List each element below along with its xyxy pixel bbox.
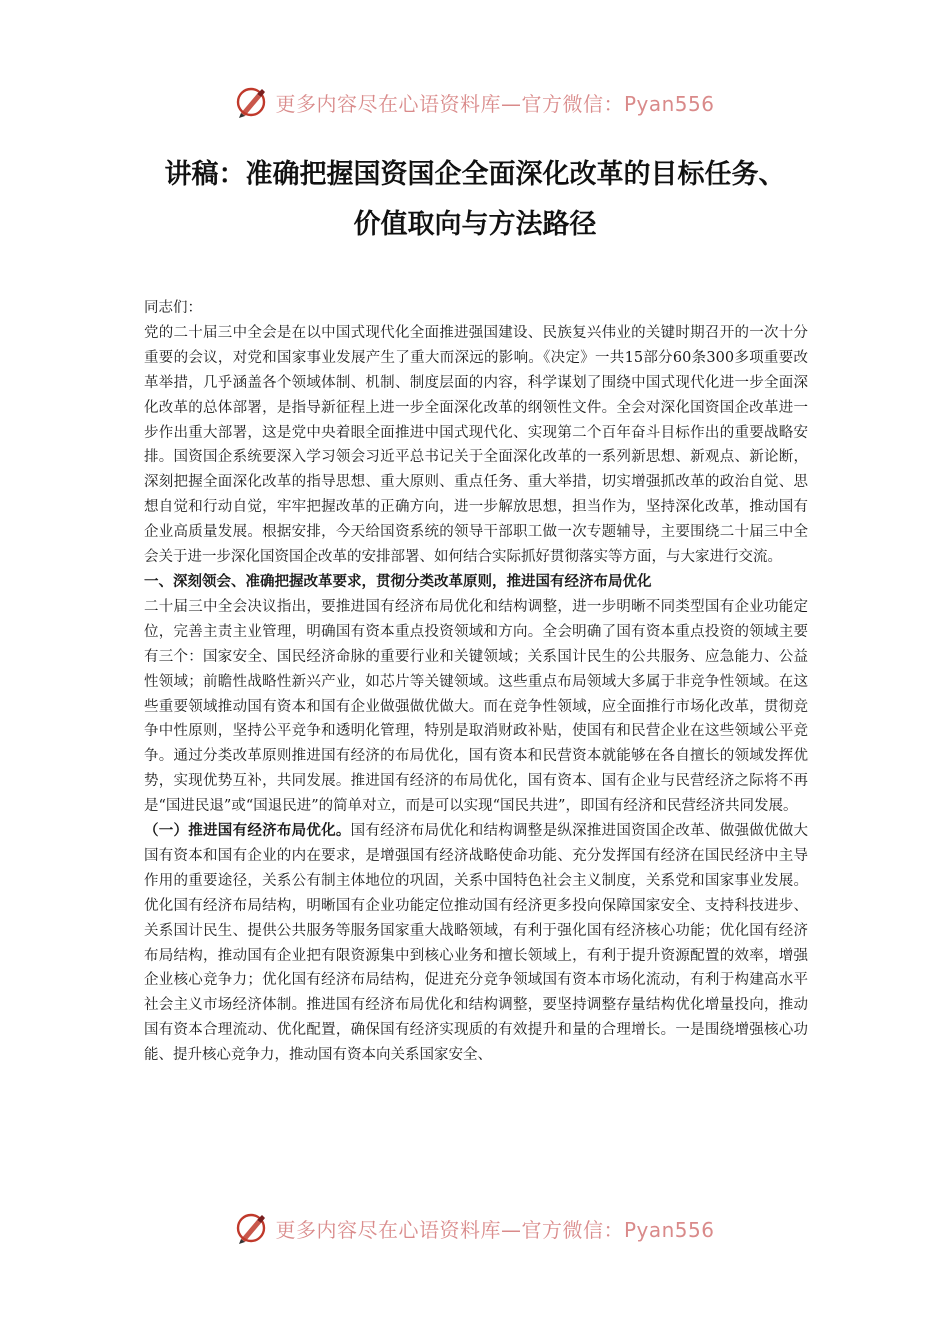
- pen-logo-icon: [235, 85, 269, 119]
- paragraph-intro: 党的二十届三中全会是在以中国式现代化全面推进强国建设、民族复兴伟业的关键时期召开的一次十分重要的会议，对党和国家事业发展产生了重大而深远的影响。《决定》一共15部分60条300多项重要改革举措，几乎涵盖各个领域体制、机制、制度层面的内容，科学谋划了围绕中国式现代化进一步全面深化改革的总体部署，是指导新征程上进一步全面深化改革的纲领性文件。全会对深化国资国企改革进一步作出重大部署，这是党中央着眼全面推进中国式现代化、实现第二个百年奋斗目标作出的重要战略安排。国资国企系统要深入学习领会习近平总书记关于全面深化改革的一系列新思想、新观点、新论断，深刻把握全面深化改革的指导思想、重大原则、重点任务、重大举措，切实增强抓改革的政治自觉、思想自觉和行动自觉，牢牢把握改革的正确方向，进一步解放思想，担当作为，坚持深化改革，推动国有企业高质量发展。根据安排，今天给国资系统的领导干部职工做一次专题辅导，主要围绕二十届三中全会关于进一步深化国资国企改革的安排部署、如何结合实际抓好贯彻落实等方面，与大家进行交流。: [144, 324, 808, 566]
- watermark-text: 更多内容尽在心语资料库—官方微信：Pyan556: [275, 91, 715, 116]
- section-heading-1: 一、深刻领会、准确把握改革要求，贯彻分类改革原则，推进国有经济布局优化: [144, 572, 652, 590]
- subsection-text-1: 国有经济布局优化和结构调整是纵深推进国资国企改革、做强做优做大国有资本和国有企业的内在要求，是增强国有经济战略使命功能、充分发挥国有经济在国民经济中主导作用的重要途径，关系公有制主体地位的巩固，关系中国特色社会主义制度，关系党和国家事业发展。优化国有经济布局结构，明晰国有企业功能定位推动国有经济更多投向保障国家安全、支持科技进步、关系国计民生、提供公共服务等服务国家重大战略领域，有利于强化国有经济核心功能；优化国有经济布局结构，推动国有企业把有限资源集中到核心业务和擅长领域上，有利于提升资源配置的效率，增强企业核心竞争力；优化国有经济布局结构，促进充分竞争领域国有资本市场化流动，有利于构建高水平社会主义市场经济体制。推进国有经济布局优化和结构调整，要坚持调整存量结构优化增量投向，推动国有资本合理流动、优化配置，确保国有经济实现质的有效提升和量的合理增长。一是围绕增强核心功能、提升核心竞争力，推动国有资本向关系国家安全、: [144, 823, 809, 1064]
- subsection-heading-1: （一）推进国有经济布局优化。: [144, 822, 351, 840]
- watermark-footer: [0, 1208, 950, 1248]
- salutation: 同志们：: [144, 300, 202, 316]
- pen-logo-icon: [235, 1211, 269, 1245]
- document-body: [144, 296, 808, 1068]
- paragraph-subsection-1: [144, 819, 808, 1068]
- paragraph-section-1: 二十届三中全会决议指出，要推进国有经济布局优化和结构调整，进一步明晰不同类型国有企业功能定位，完善主责主业管理，明确国有资本重点投资领域和方向。全会明确了国有资本重点投资的领域主要有三个：国家安全、国民经济命脉的重要行业和关键领域；关系国计民生的公共服务、应急能力、公益性领域；前瞻性战略性新兴产业，如芯片等关键领域。这些重点布局领域大多属于非竞争性领域。在这些重要领域推动国有资本和国有企业做强做优做大。而在竞争性领域，应全面推行市场化改革，贯彻竞争中性原则，坚持公平竞争和透明化管理，特别是取消财政补贴，使国有和民营企业在这些领域公平竞争。通过分类改革原则推进国有经济的布局优化，国有资本和民营资本就能够在各自擅长的领域发挥优势，实现优势互补，共同发展。推进国有经济的布局优化，国有资本、国有企业与民营经济之际将不再是“国进民退”或“国退民进”的简单对立，而是可以实现“国民共进”，即国有经济和民营经济共同发展。: [144, 598, 808, 815]
- watermark-text: 更多内容尽在心语资料库—官方微信：Pyan556: [275, 1217, 715, 1242]
- document-title-line-1: 讲稿：准确把握国资国企全面深化改革的目标任务、: [164, 159, 786, 190]
- document-title-line-2: 价值取向与方法路径: [353, 209, 597, 240]
- watermark-header: [0, 82, 950, 122]
